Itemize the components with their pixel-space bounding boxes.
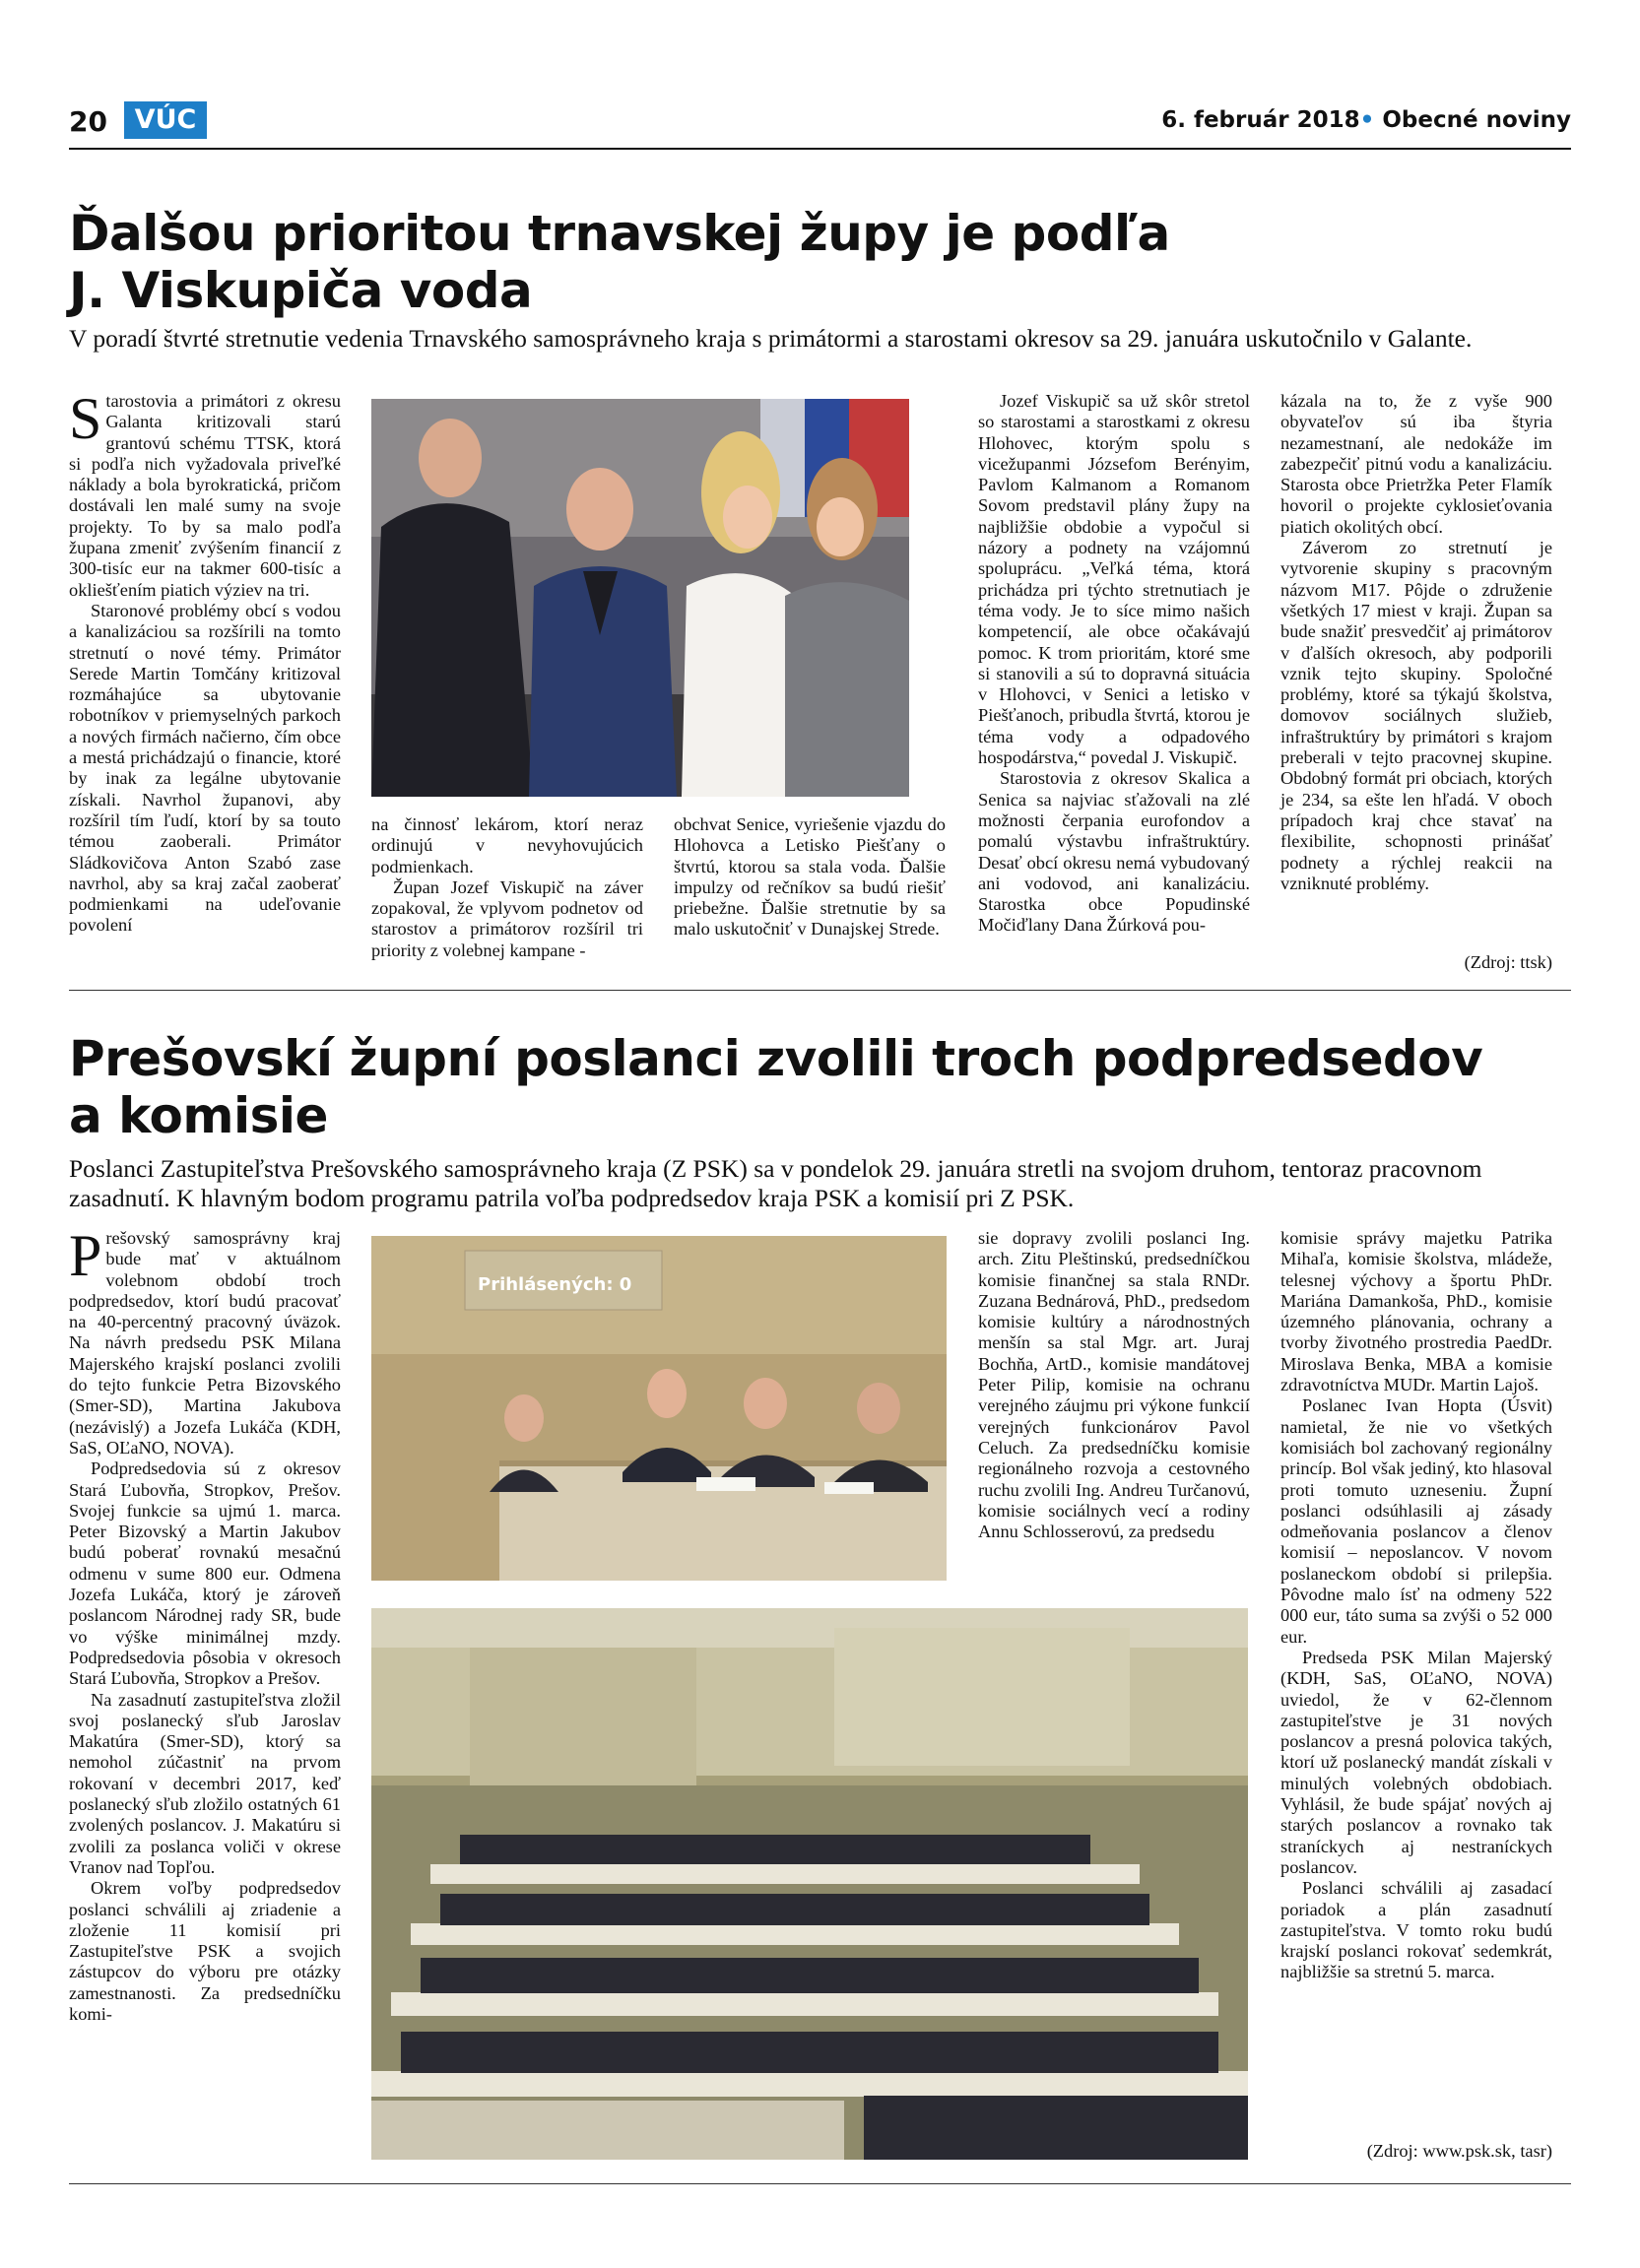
separator-dot: • <box>1359 107 1375 133</box>
article1-col1-p1 <box>69 386 341 601</box>
article1-headline-line1: Ďalšou prioritou trnavskej župy je podľa <box>69 205 1170 262</box>
article2-col3-p4: Poslanci schválili aj zasadací poriadok a plán zasadnutí zastupiteľstva. V tomto roku budú krajskí poslanci rokovať sedemkrát, najbližšie sa stretnú 5. marca. <box>1280 1878 1552 1982</box>
article1-headline <box>69 205 1571 319</box>
article2-column-2 <box>978 1228 1250 1542</box>
article1-col2-p1: na činnosť lekárom, ktorí neraz ordinujú v nevyhovujúcich podmienkach. <box>371 814 643 876</box>
article1-col4-p1: Jozef Viskupič sa už skôr stretol so starostami a starostkami z okresu Hlohovec, ktorým spolu s vicežupanmi Józsefom Berényim, Pavlom Kalmanom a Romanom Sovom predstavil plány župy na najbližšie obdobie a vypočul si názory a podnety na vzájomnú spoluprácu. „Veľká téma, ktorá prichádza pri týchto stretnutiach je téma vody. Je to síce mimo našich kompetencií, ale obce očakávajú pomoc. K trom prioritám, ktoré sme si stanovili a sú to dopravná situácia v Hlohovci, v Senici a letisko v Piešťanoch, pribudla štvrtá, ktorou je téma vody a odpadového hospodárstva,“ povedal J. Viskupič. <box>978 391 1250 768</box>
article1-col5-p1: kázala na to, že z vyše 900 obyvateľov sú iba štyria nezamestnaní, ale nedokáže im zabezpečiť pitnú vodu a kanalizáciu. Starosta obce Prietržka Peter Flamík hovoril o projekte cyklosieťovania piatich okolitých obcí. <box>1280 391 1552 537</box>
article1-col4-p2: Starostovia z okresov Skalica a Senica sa najviac sťažovali na zlé možnosti čerpania eurofondov a pomalú výstavbu infraštruktúry. Desať obcí okresu nemá vybudovaný ani vodovod, ani kanalizáciu. Starostka obce Popudinské Močiďlany Dana Žúrková pou- <box>978 768 1250 936</box>
article2-col1-p1 <box>69 1223 341 1458</box>
article-divider <box>69 990 1571 991</box>
issue-dateline <box>1161 107 1571 133</box>
publication-name: Obecné noviny <box>1382 107 1571 133</box>
article1-headline-line2: J. Viskupiča voda <box>69 262 533 319</box>
article2-col1-p3: Na zasadnutí zastupiteľstva zložil svoj poslanecký sľub Jaroslav Makatúra (Smer-SD), ktorý sa nemohol zúčastniť na prvom rokovaní v decembri 2017, keď poslanecký sľub zložilo ostatných 61 zvolených poslancov. J. Makatúru si zvolili za poslanca voliči v okrese Vranov nad Topľou. <box>69 1689 341 1877</box>
article2-headline <box>69 1030 1571 1144</box>
screen-text: Prihlásených: 0 <box>478 1274 632 1295</box>
page-number: 20 <box>69 105 107 138</box>
article1-col2-p2: Župan Jozef Viskupič na záver zopakoval, že vplyvom podnetov od starostov a primátorov rozšíril tri priority z volebnej kampane - <box>371 876 643 960</box>
paragraph-text: tarostovia a primátori z okresu Galanta kritizovali starú grantovú schému TTSK, ktorá si podľa nich vyžadovala priveľké náklady a bola byrokratická, pričom dostávali len malé sumy na svoje projekty. To by sa malo podľa župana zmeniť zvýšením financií z 300-tisíc eur na takmer 600-tisíc a okliešťením piatich výziev na tri. <box>69 391 341 600</box>
drop-cap: S <box>69 386 102 451</box>
article1-column-1 <box>69 386 341 937</box>
paragraph-text: rešovský samosprávny kraj bude mať v aktuálnom volebnom období troch podpredsedov, ktorí budú pracovať na 40-percentný pracovný úväzok. Na návrh predsedu PSK Milana Majerského krajskí poslanci zvolili do tejto funkcie Petra Bizovského (Smer-SD), Martina Jakubova (nezávislý) a Jozefa Lukáča (KDH, SaS, OĽaNO, NOVA). <box>69 1228 341 1458</box>
meeting-photo-graphic <box>371 399 909 797</box>
drop-cap: P <box>69 1223 102 1288</box>
article1-column-3 <box>674 814 946 940</box>
footer-rule <box>69 2183 1571 2184</box>
article2-column-1 <box>69 1223 341 2025</box>
article1-col5-p2: Záverom zo stretnutí je vytvorenie skupiny s pracovným názvom M17. Pôjde o združenie všetkých 17 miest v kraji. Župan sa bude snažiť presvedčiť aj primátorov v ďalších okresoch, aby podporili vznik tejto skupiny. Spoločné problémy, ktoré sa týkajú školstva, domovov sociálnych služieb, infraštruktúry by primátori s krajom preberali v tejto pracovnej skupine. Obdobný formát pri obciach, ktorých je 234, sa ešte len hľadá. V oboch prípadoch kraj chce stavať na flexibilite, schopnosti prinášať podnety a rýchlej reakcii na vzniknuté problémy. <box>1280 538 1552 893</box>
presidium-photo-graphic <box>371 1236 947 1581</box>
article2-source: (Zdroj: www.psk.sk, tasr) <box>1366 2141 1552 2161</box>
article2-headline-line2: a komisie <box>69 1087 328 1144</box>
article2-headline-line1: Prešovskí župní poslanci zvolili troch podpredsedov <box>69 1030 1483 1087</box>
header-rule <box>69 148 1571 150</box>
article1-column-4 <box>978 391 1250 937</box>
article1-column-5 <box>1280 391 1552 894</box>
article2-col3-p3: Predseda PSK Milan Majerský (KDH, SaS, OĽaNO, NOVA) uviedol, že v 62-člennom zastupiteľstve je 31 nových poslancov a presná polovica takých, ktorí už poslanecký mandát získali v minulých volebných obdobiach. Vyhlásil, že bude spájať nových aj starých poslancov a rovnako tak straníckych aj nestraníckych poslancov. <box>1280 1647 1552 1877</box>
article2-column-3 <box>1280 1228 1552 1983</box>
assembly-hall-photo-graphic <box>371 1608 1248 2160</box>
article2-col3-p1: komisie správy majetku Patrika Mihaľa, komisie školstva, mládeže, telesnej výchovy a športu PhDr. Mariána Damankoša, PhD., komisie územného plánovania, ochrany a tvorby životného prostredia PaedDr. Miroslava Benka, MBA a komisie zdravotníctva MUDr. Martin Lajoš. <box>1280 1228 1552 1395</box>
page-header <box>69 101 1571 141</box>
article1-source: (Zdroj: ttsk) <box>1464 952 1552 972</box>
article2-col2-p1: sie dopravy zvolili poslanci Ing. arch. Zitu Pleštinskú, predsedníčkou komisie finančnej sa stala RNDr. Zuzana Bednárová, PhD., predsedom komisie kultúry a národnostných menšín sa stal Mgr. art. Juraj Bochňa, ArtD., komisie mandátovej Peter Pilip, komisie na ochranu verejného záujmu pri výkone funkcií verejných funkcionárov Pavol Celuch. Za predsedníčku komisie regionálneho rozvoja a cestovného ruchu zvolili Ing. Andreu Turčanovú, komisie sociálnych vecí a rodiny Annu Schlosserovú, za predsedu <box>978 1228 1250 1542</box>
article2-lead: Poslanci Zastupiteľstva Prešovského samosprávneho kraja (Z PSK) sa v pondelok 29. januára stretli na svojom druhom, tentoraz pracovnom zasadnutí. K hlavným bodom programu patrila voľba podpredsedov kraja PSK a komisií pri Z PSK. <box>69 1154 1482 1212</box>
section-badge: VÚC <box>124 101 207 139</box>
article1-photo <box>371 399 909 797</box>
article1-col3-p1: obchvat Senice, vyriešenie vjazdu do Hlohovca a Letisko Piešťany o štvrtú, ktorou sa stala voda. Ďalšie impulzy od rečníkov sa budú riešiť priebežne. Ďalšie stretnutie by sa malo uskutočniť v Dunajskej Strede. <box>674 814 946 940</box>
issue-date: 6. február 2018 <box>1161 107 1360 133</box>
article2-col3-p2: Poslanec Ivan Hopta (Úsvit) namietal, že nie vo všetkých komisiách bol zachovaný regionálny princíp. Bol však jediný, kto hlasoval proti tomuto uzneseniu. Župní poslanci odsúhlasili aj zásady odmeňovania poslancov a členov komisií – neposlancov. V novom poslaneckom období si prilepšia. Pôvodne malo ísť na odmeny 522 000 eur, táto suma sa zvýši o 52 000 eur. <box>1280 1395 1552 1647</box>
article1-col1-p2: Staronové problémy obcí s vodou a kanalizáciou sa rozšírili na tomto stretnutí o nové témy. Primátor Serede Martin Tomčány kritizoval rozmáhajúce sa ubytovanie robotníkov v priemyselných parkoch a nových firmách načierno, čím obce a mestá prichádzajú o financie, ktoré by inak za legálne ubytovanie získali. Navrhol županovi, aby rozšíril tím ľudí, ktorí by sa touto témou zaoberali. Primátor Sládkovičova Anton Szabó zase navrhol, aby sa kraj začal zaoberať podmienkami na udeľovanie povolení <box>69 600 341 936</box>
article1-lead: V poradí štvrté stretnutie vedenia Trnavského samosprávneho kraja s primátormi a starostami okresov sa 29. januára uskutočnilo v Galante. <box>69 324 1473 353</box>
article2-col1-p2: Podpredsedovia sú z okresov Stará Ľubovňa, Stropkov, Prešov. Svojej funkcie sa ujmú 1. marca. Peter Bizovský a Martin Jakubov budú poberať rovnakú mesačnú odmenu v sume 800 eur. Odmena Jozefa Lukáča, ktorý je zároveň poslancom Národnej rady SR, bude vo výške minimálnej mzdy. Podpredsedovia pôsobia v okresoch Stará Ľubovňa, Stropkov a Prešov. <box>69 1458 341 1689</box>
article2-photo-presidium <box>371 1236 947 1581</box>
article2-col1-p4: Okrem voľby podpredsedov poslanci schválili aj zriadenie a zloženie 11 komisií pri Zastupiteľstve PSK a svojich zástupcov do výboru pre otázky zamestnanosti. Za predsedníčku komi- <box>69 1878 341 2024</box>
article2-photo-assembly-hall <box>371 1608 1248 2160</box>
article1-column-2 <box>371 814 643 961</box>
